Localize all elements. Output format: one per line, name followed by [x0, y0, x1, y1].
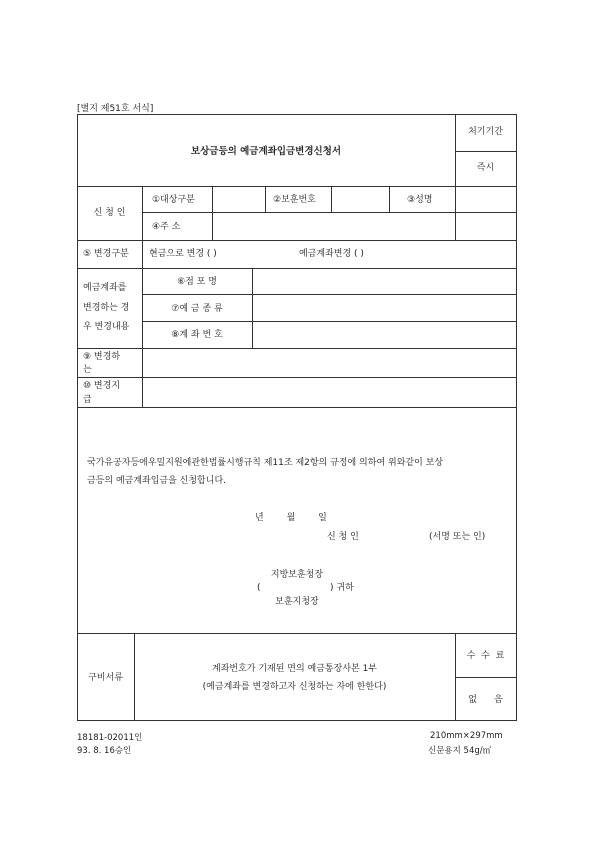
account-change-label-line2: 변경하는 경 — [83, 303, 130, 313]
change-type-cash-option[interactable]: 현금으로 변경 ( ) — [149, 249, 217, 259]
divider — [142, 240, 143, 268]
processing-period-value: 즉시 — [476, 163, 495, 173]
target-type-label: ①대상구분 — [152, 195, 195, 205]
divider — [77, 348, 517, 349]
divider — [331, 186, 332, 212]
border-right — [516, 114, 517, 721]
date-line: 년 월 일 — [255, 513, 327, 523]
account-change-label-line3: 우 변경내용 — [83, 322, 130, 332]
divider — [142, 212, 517, 213]
recipient-line2-close: ) 귀하 — [330, 583, 354, 593]
footer-paper: 신문용지 54g/㎡ — [428, 746, 492, 756]
divider — [134, 633, 135, 721]
name-label: ③성명 — [407, 195, 433, 205]
recipient-line1: 지방보훈청장 — [270, 570, 324, 580]
fee-value: 없 음 — [468, 695, 503, 705]
divider — [455, 114, 456, 186]
declaration-line2: 금등의 예금계좌입금을 신청합니다. — [87, 476, 226, 486]
divider — [265, 186, 266, 212]
divider — [142, 348, 143, 408]
border-top — [77, 114, 517, 115]
processing-period-label: 처기기간 — [468, 127, 503, 137]
account-change-label-line1: 예금계좌를 — [83, 283, 127, 293]
account-number-label: ⑧계 좌 번 호 — [171, 330, 223, 340]
divider — [252, 268, 253, 348]
sign-note: (서명 또는 인) — [429, 532, 486, 542]
divider — [142, 186, 143, 240]
divider — [142, 321, 517, 322]
recipient-line3: 보훈지청장 — [275, 597, 319, 607]
footer-approval: 93. 8. 16승인 — [77, 746, 132, 756]
deposit-type-label: ⑦예 금 종 류 — [171, 304, 223, 314]
divider — [455, 677, 516, 678]
divider — [77, 377, 517, 378]
attachments-label: 구비서류 — [88, 673, 123, 683]
attachment-line1: 계좌번호가 기재된 면의 예금통장사본 1부 — [212, 664, 377, 674]
fee-label: 수 수 료 — [466, 651, 505, 661]
attachment-line2: (예금계좌를 변경하고자 신청하는 자에 한한다) — [202, 682, 387, 692]
change-payment-label-line2: 급 — [83, 395, 92, 405]
divider — [212, 186, 213, 212]
divider — [389, 186, 390, 212]
divider — [212, 212, 213, 240]
change-type-account-option[interactable]: 예금계좌변경 ( ) — [299, 249, 364, 259]
declaration-line1: 국가유공자등에우밀지원에관한법률시행규칙 제11조 제2항의 규정에 의하여 위와같이 보상 — [87, 458, 444, 468]
recipient-line2-open: ( — [257, 583, 261, 593]
applicant-sign-label: 신 청 인 — [327, 532, 359, 542]
divider — [455, 151, 516, 152]
change-reason-label-line2: 는 — [83, 365, 92, 375]
divider — [77, 407, 517, 408]
change-type-label: ⑤ 변경구분 — [83, 249, 129, 259]
change-payment-label-line1: ⑩ 변경지 — [83, 381, 121, 391]
change-reason-label-line1: ⑨ 변경하 — [83, 352, 121, 362]
divider — [77, 268, 517, 269]
application-form — [77, 114, 517, 721]
footer-size: 210mm×297mm — [430, 731, 503, 741]
divider — [142, 294, 517, 295]
applicant-label: 신 청 인 — [93, 208, 126, 218]
form-title: 보상금등의 예금계좌입금변경신청서 — [190, 146, 342, 157]
divider — [455, 186, 456, 240]
divider — [77, 633, 517, 634]
border-left — [77, 114, 78, 721]
branch-label: ⑥점 포 명 — [177, 277, 217, 287]
veteran-number-label: ②보훈번호 — [273, 195, 316, 205]
address-label: ④주 소 — [152, 222, 181, 232]
form-code: [별지 제51호 서식] — [77, 104, 154, 114]
border-bottom — [77, 720, 517, 721]
divider — [77, 186, 517, 187]
divider — [77, 240, 517, 241]
footer-code: 18181-02011인 — [77, 733, 143, 743]
